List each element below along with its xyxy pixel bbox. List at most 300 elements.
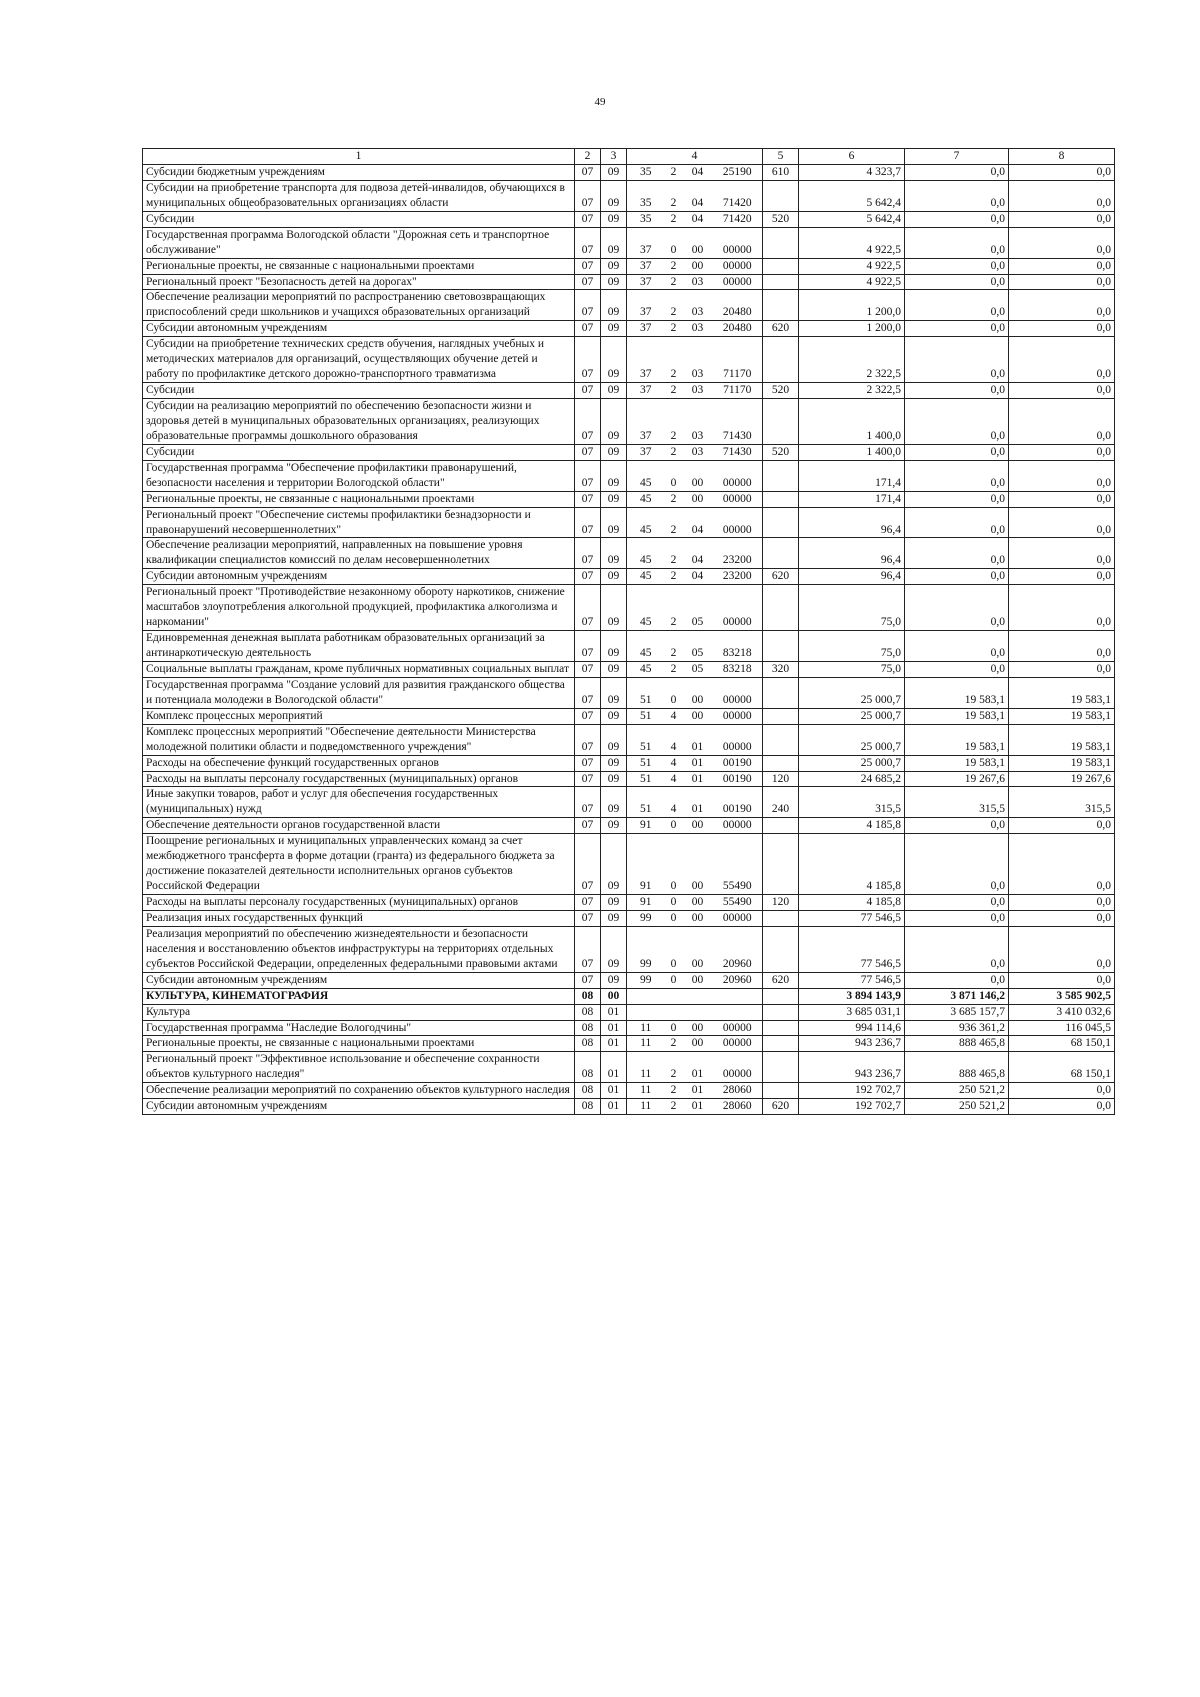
- row-subsection: 09: [601, 383, 627, 399]
- row-amount-col6: 77 546,5: [799, 910, 905, 926]
- row-target-code-2: 2: [665, 290, 683, 321]
- row-target-code-4: 00000: [713, 491, 763, 507]
- row-amount-col6: 24 685,2: [799, 771, 905, 787]
- row-expense-type: [763, 1020, 799, 1036]
- table-row: [143, 972, 1115, 988]
- row-amount-col6: 2 322,5: [799, 383, 905, 399]
- row-name: Государственная программа "Наследие Вологодчины": [143, 1020, 575, 1036]
- table-row: [143, 290, 1115, 321]
- row-amount-col7: 0,0: [905, 895, 1009, 911]
- row-name: Региональные проекты, не связанные с национальными проектами: [143, 258, 575, 274]
- row-name: Субсидии на приобретение технических средств обучения, наглядных учебных и методических материалов для организаций, осуществляющих обучение детей и работу по профилактике детского дорожно-транспортного травматизма: [143, 337, 575, 383]
- row-amount-col8: 0,0: [1009, 972, 1115, 988]
- row-section: 07: [575, 321, 601, 337]
- row-target-code-1: 51: [627, 755, 665, 771]
- row-amount-col8: 0,0: [1009, 1083, 1115, 1099]
- row-name: Обеспечение деятельности органов государственной власти: [143, 818, 575, 834]
- row-target-code-2: 0: [665, 460, 683, 491]
- row-amount-col8: 0,0: [1009, 211, 1115, 227]
- row-amount-col8: 0,0: [1009, 507, 1115, 538]
- row-expense-type: [763, 988, 799, 1004]
- row-subsection: 09: [601, 180, 627, 211]
- row-expense-type: [763, 538, 799, 569]
- row-target-code-1: 91: [627, 895, 665, 911]
- row-expense-type: [763, 724, 799, 755]
- row-section: 07: [575, 538, 601, 569]
- row-target-code-1: 51: [627, 771, 665, 787]
- row-amount-col6: 25 000,7: [799, 708, 905, 724]
- row-name: Иные закупки товаров, работ и услуг для обеспечения государственных (муниципальных) нужд: [143, 787, 575, 818]
- table-row: [143, 677, 1115, 708]
- table-body: [143, 164, 1115, 1114]
- row-name: Субсидии: [143, 383, 575, 399]
- row-subsection: 01: [601, 1083, 627, 1099]
- row-amount-col7: 19 583,1: [905, 677, 1009, 708]
- table-row: [143, 321, 1115, 337]
- row-target-code-2: [665, 1004, 683, 1020]
- row-target-code-1: 11: [627, 1099, 665, 1115]
- row-expense-type: [763, 585, 799, 631]
- row-name: Субсидии на приобретение транспорта для подвоза детей-инвалидов, обучающихся в муниципальных общеобразовательных организациях области: [143, 180, 575, 211]
- row-amount-col6: 4 323,7: [799, 164, 905, 180]
- row-subsection: 09: [601, 926, 627, 972]
- row-amount-col8: 0,0: [1009, 321, 1115, 337]
- row-expense-type: 610: [763, 164, 799, 180]
- row-target-code-1: 45: [627, 507, 665, 538]
- row-target-code-1: [627, 988, 665, 1004]
- row-amount-col7: 0,0: [905, 818, 1009, 834]
- row-target-code-2: 2: [665, 661, 683, 677]
- row-target-code-2: 2: [665, 180, 683, 211]
- table-row: [143, 1036, 1115, 1052]
- table-row: [143, 507, 1115, 538]
- row-name: Культура: [143, 1004, 575, 1020]
- row-target-code-2: 2: [665, 383, 683, 399]
- row-amount-col6: 1 200,0: [799, 290, 905, 321]
- row-expense-type: [763, 337, 799, 383]
- row-amount-col6: 96,4: [799, 569, 905, 585]
- row-section: 07: [575, 755, 601, 771]
- row-target-code-2: 2: [665, 164, 683, 180]
- row-target-code-3: [683, 1004, 713, 1020]
- row-target-code-2: 2: [665, 274, 683, 290]
- table-row: [143, 1052, 1115, 1083]
- row-target-code-2: 0: [665, 910, 683, 926]
- row-target-code-2: 0: [665, 895, 683, 911]
- row-target-code-1: 37: [627, 444, 665, 460]
- row-amount-col8: 0,0: [1009, 399, 1115, 445]
- row-target-code-3: 00: [683, 1020, 713, 1036]
- row-subsection: 09: [601, 444, 627, 460]
- row-expense-type: [763, 491, 799, 507]
- header-col-7: 7: [905, 149, 1009, 165]
- row-target-code-2: 2: [665, 1099, 683, 1115]
- row-amount-col8: 0,0: [1009, 585, 1115, 631]
- row-target-code-2: 4: [665, 708, 683, 724]
- table-row: [143, 538, 1115, 569]
- row-amount-col8: 0,0: [1009, 834, 1115, 895]
- row-amount-col7: 0,0: [905, 227, 1009, 258]
- row-target-code-1: 11: [627, 1052, 665, 1083]
- row-target-code-1: 45: [627, 491, 665, 507]
- row-name: Социальные выплаты гражданам, кроме публичных нормативных социальных выплат: [143, 661, 575, 677]
- table-row: [143, 180, 1115, 211]
- row-target-code-3: 00: [683, 258, 713, 274]
- row-section: 07: [575, 787, 601, 818]
- row-target-code-2: 2: [665, 538, 683, 569]
- table-row: [143, 755, 1115, 771]
- row-expense-type: 320: [763, 661, 799, 677]
- row-target-code-4: 20480: [713, 321, 763, 337]
- row-target-code-2: 0: [665, 926, 683, 972]
- row-target-code-4: 00000: [713, 724, 763, 755]
- row-amount-col7: 0,0: [905, 491, 1009, 507]
- row-name: Субсидии автономным учреждениям: [143, 569, 575, 585]
- row-target-code-1: 35: [627, 180, 665, 211]
- row-amount-col7: 0,0: [905, 538, 1009, 569]
- row-amount-col7: 0,0: [905, 460, 1009, 491]
- row-expense-type: [763, 290, 799, 321]
- table-row: [143, 988, 1115, 1004]
- row-name: Комплекс процессных мероприятий: [143, 708, 575, 724]
- row-target-code-3: 05: [683, 585, 713, 631]
- row-target-code-4: 23200: [713, 569, 763, 585]
- row-target-code-4: 00190: [713, 771, 763, 787]
- row-target-code-3: 00: [683, 818, 713, 834]
- row-expense-type: [763, 274, 799, 290]
- row-amount-col6: 96,4: [799, 538, 905, 569]
- row-target-code-4: 00000: [713, 1036, 763, 1052]
- row-subsection: 09: [601, 585, 627, 631]
- row-target-code-2: 2: [665, 1036, 683, 1052]
- row-expense-type: [763, 1083, 799, 1099]
- row-expense-type: [763, 755, 799, 771]
- row-amount-col8: 0,0: [1009, 569, 1115, 585]
- row-subsection: 09: [601, 972, 627, 988]
- row-amount-col8: 0,0: [1009, 460, 1115, 491]
- row-amount-col6: 75,0: [799, 661, 905, 677]
- row-subsection: 09: [601, 724, 627, 755]
- row-subsection: 01: [601, 1036, 627, 1052]
- row-target-code-3: 04: [683, 164, 713, 180]
- row-amount-col6: 4 922,5: [799, 258, 905, 274]
- row-target-code-4: 00000: [713, 585, 763, 631]
- row-expense-type: 620: [763, 972, 799, 988]
- row-section: 07: [575, 910, 601, 926]
- row-target-code-1: 99: [627, 910, 665, 926]
- row-target-code-2: 0: [665, 834, 683, 895]
- table-row: [143, 211, 1115, 227]
- row-name: Субсидии автономным учреждениям: [143, 321, 575, 337]
- row-target-code-2: 2: [665, 444, 683, 460]
- row-target-code-4: 00190: [713, 755, 763, 771]
- row-subsection: 09: [601, 569, 627, 585]
- row-target-code-4: [713, 1004, 763, 1020]
- row-amount-col7: 0,0: [905, 211, 1009, 227]
- header-col-8: 8: [1009, 149, 1115, 165]
- row-section: 07: [575, 491, 601, 507]
- row-amount-col6: 96,4: [799, 507, 905, 538]
- row-amount-col6: 192 702,7: [799, 1083, 905, 1099]
- row-target-code-3: 00: [683, 1036, 713, 1052]
- row-amount-col8: 0,0: [1009, 274, 1115, 290]
- row-target-code-2: 2: [665, 569, 683, 585]
- row-section: 07: [575, 460, 601, 491]
- row-amount-col7: 0,0: [905, 631, 1009, 662]
- row-subsection: 09: [601, 755, 627, 771]
- page-number: 49: [594, 96, 606, 108]
- row-target-code-4: 00000: [713, 227, 763, 258]
- table-row: [143, 460, 1115, 491]
- row-amount-col7: 936 361,2: [905, 1020, 1009, 1036]
- row-target-code-2: 4: [665, 787, 683, 818]
- table-row: [143, 787, 1115, 818]
- row-amount-col7: 888 465,8: [905, 1052, 1009, 1083]
- row-subsection: 00: [601, 988, 627, 1004]
- row-expense-type: [763, 677, 799, 708]
- row-expense-type: [763, 834, 799, 895]
- row-name: Субсидии: [143, 444, 575, 460]
- row-target-code-2: 2: [665, 399, 683, 445]
- row-amount-col7: 3 871 146,2: [905, 988, 1009, 1004]
- header-col-1: 1: [143, 149, 575, 165]
- row-target-code-4: 00000: [713, 507, 763, 538]
- row-target-code-1: 51: [627, 708, 665, 724]
- row-amount-col7: 3 685 157,7: [905, 1004, 1009, 1020]
- row-target-code-4: 00000: [713, 910, 763, 926]
- row-target-code-1: 45: [627, 460, 665, 491]
- row-name: Поощрение региональных и муниципальных управленческих команд за счет межбюджетного трансферта в форме дотации (гранта) из федерального бюджета за достижение показателей деятельности исполнительных органов субъектов Российской Федерации: [143, 834, 575, 895]
- row-expense-type: 620: [763, 1099, 799, 1115]
- row-target-code-1: 91: [627, 818, 665, 834]
- table-row: [143, 1004, 1115, 1020]
- row-section: 07: [575, 926, 601, 972]
- row-expense-type: 120: [763, 771, 799, 787]
- row-amount-col7: 0,0: [905, 274, 1009, 290]
- row-name: Субсидии на реализацию мероприятий по обеспечению безопасности жизни и здоровья детей в муниципальных образовательных организациях, реализующих образовательные программы дошкольного образования: [143, 399, 575, 445]
- row-amount-col7: 19 583,1: [905, 724, 1009, 755]
- row-target-code-1: 37: [627, 258, 665, 274]
- row-expense-type: [763, 1004, 799, 1020]
- row-target-code-4: 20960: [713, 926, 763, 972]
- table-row: [143, 569, 1115, 585]
- row-section: 07: [575, 771, 601, 787]
- row-name: Региональный проект "Противодействие незаконному обороту наркотиков, снижение масштабов злоупотребления алкогольной продукцией, профилактика алкоголизма и наркомании": [143, 585, 575, 631]
- row-amount-col7: 0,0: [905, 834, 1009, 895]
- row-target-code-3: 03: [683, 321, 713, 337]
- row-expense-type: [763, 258, 799, 274]
- row-subsection: 09: [601, 771, 627, 787]
- row-target-code-1: 35: [627, 164, 665, 180]
- table-header-row: [143, 149, 1115, 165]
- row-target-code-1: 45: [627, 585, 665, 631]
- table-row: [143, 818, 1115, 834]
- row-target-code-1: 37: [627, 227, 665, 258]
- row-subsection: 01: [601, 1099, 627, 1115]
- row-name: Региональный проект "Обеспечение системы профилактики безнадзорности и правонарушений несовершеннолетних": [143, 507, 575, 538]
- row-subsection: 09: [601, 337, 627, 383]
- row-name: Обеспечение реализации мероприятий, направленных на повышение уровня квалификации специалистов комиссий по делам несовершеннолетних: [143, 538, 575, 569]
- row-name: Единовременная денежная выплата работникам образовательных организаций за антинаркотическую деятельность: [143, 631, 575, 662]
- row-amount-col7: 0,0: [905, 910, 1009, 926]
- row-name: Субсидии автономным учреждениям: [143, 1099, 575, 1115]
- row-name: Реализация мероприятий по обеспечению жизнедеятельности и безопасности населения и восстановлению объектов инфраструктуры на территориях отдельных субъектов Российской Федерации, определенных федеральными правовыми актами: [143, 926, 575, 972]
- row-subsection: 01: [601, 1052, 627, 1083]
- row-amount-col6: 1 200,0: [799, 321, 905, 337]
- table-row: [143, 1099, 1115, 1115]
- row-amount-col6: 25 000,7: [799, 724, 905, 755]
- row-amount-col7: 0,0: [905, 661, 1009, 677]
- row-subsection: 09: [601, 399, 627, 445]
- row-amount-col6: 943 236,7: [799, 1052, 905, 1083]
- row-subsection: 09: [601, 834, 627, 895]
- row-name: Комплекс процессных мероприятий "Обеспечение деятельности Министерства молодежной политики области и подведомственного учреждения": [143, 724, 575, 755]
- row-amount-col6: 4 185,8: [799, 895, 905, 911]
- row-amount-col8: 0,0: [1009, 337, 1115, 383]
- header-col-6: 6: [799, 149, 905, 165]
- row-target-code-2: 2: [665, 321, 683, 337]
- row-target-code-1: 11: [627, 1020, 665, 1036]
- row-target-code-3: [683, 988, 713, 1004]
- table-row: [143, 337, 1115, 383]
- row-amount-col8: 0,0: [1009, 491, 1115, 507]
- row-target-code-4: 00000: [713, 460, 763, 491]
- row-subsection: 09: [601, 258, 627, 274]
- row-target-code-3: 03: [683, 274, 713, 290]
- row-section: 07: [575, 383, 601, 399]
- row-target-code-1: 37: [627, 383, 665, 399]
- row-amount-col7: 0,0: [905, 258, 1009, 274]
- row-target-code-2: 0: [665, 227, 683, 258]
- row-subsection: 09: [601, 895, 627, 911]
- row-target-code-3: 00: [683, 895, 713, 911]
- row-target-code-3: 00: [683, 677, 713, 708]
- row-section: 07: [575, 274, 601, 290]
- row-target-code-3: 01: [683, 771, 713, 787]
- row-section: 08: [575, 1004, 601, 1020]
- row-expense-type: [763, 631, 799, 662]
- row-section: 07: [575, 258, 601, 274]
- row-amount-col6: 4 185,8: [799, 818, 905, 834]
- row-expense-type: [763, 818, 799, 834]
- row-target-code-2: 0: [665, 1020, 683, 1036]
- table-row: [143, 910, 1115, 926]
- row-amount-col8: 0,0: [1009, 290, 1115, 321]
- table-row: [143, 895, 1115, 911]
- row-amount-col7: 315,5: [905, 787, 1009, 818]
- row-name: КУЛЬТУРА, КИНЕМАТОГРАФИЯ: [143, 988, 575, 1004]
- row-subsection: 09: [601, 787, 627, 818]
- row-section: 07: [575, 507, 601, 538]
- row-amount-col8: 68 150,1: [1009, 1036, 1115, 1052]
- row-expense-type: 620: [763, 569, 799, 585]
- row-expense-type: 620: [763, 321, 799, 337]
- row-section: 07: [575, 337, 601, 383]
- row-target-code-2: 0: [665, 818, 683, 834]
- row-amount-col7: 0,0: [905, 290, 1009, 321]
- row-target-code-3: 00: [683, 227, 713, 258]
- row-amount-col6: 25 000,7: [799, 755, 905, 771]
- row-amount-col7: 888 465,8: [905, 1036, 1009, 1052]
- row-amount-col6: 171,4: [799, 460, 905, 491]
- row-target-code-1: 99: [627, 926, 665, 972]
- table-row: [143, 834, 1115, 895]
- row-amount-col6: 2 322,5: [799, 337, 905, 383]
- row-target-code-3: 03: [683, 290, 713, 321]
- row-target-code-4: 00000: [713, 1052, 763, 1083]
- row-expense-type: [763, 910, 799, 926]
- row-subsection: 09: [601, 227, 627, 258]
- row-section: 08: [575, 988, 601, 1004]
- row-amount-col6: 192 702,7: [799, 1099, 905, 1115]
- row-amount-col8: 0,0: [1009, 926, 1115, 972]
- row-target-code-3: 01: [683, 755, 713, 771]
- row-target-code-1: 37: [627, 321, 665, 337]
- table-row: [143, 771, 1115, 787]
- row-target-code-2: 0: [665, 972, 683, 988]
- row-subsection: 01: [601, 1020, 627, 1036]
- row-subsection: 09: [601, 708, 627, 724]
- row-subsection: 09: [601, 677, 627, 708]
- row-name: Государственная программа "Создание условий для развития гражданского общества и потенциала молодежи в Вологодской области": [143, 677, 575, 708]
- row-target-code-2: 4: [665, 724, 683, 755]
- table-row: [143, 631, 1115, 662]
- row-amount-col8: 0,0: [1009, 910, 1115, 926]
- row-section: 07: [575, 399, 601, 445]
- header-col-2: 2: [575, 149, 601, 165]
- row-target-code-3: 04: [683, 180, 713, 211]
- row-amount-col8: 0,0: [1009, 1099, 1115, 1115]
- row-target-code-3: 01: [683, 787, 713, 818]
- row-amount-col7: 0,0: [905, 569, 1009, 585]
- row-amount-col6: 4 185,8: [799, 834, 905, 895]
- row-section: 07: [575, 834, 601, 895]
- table-row: [143, 708, 1115, 724]
- row-target-code-3: 04: [683, 569, 713, 585]
- row-amount-col6: 75,0: [799, 631, 905, 662]
- row-section: 07: [575, 708, 601, 724]
- row-subsection: 09: [601, 491, 627, 507]
- row-target-code-2: 2: [665, 585, 683, 631]
- row-amount-col6: 3 894 143,9: [799, 988, 905, 1004]
- row-amount-col7: 19 583,1: [905, 708, 1009, 724]
- row-target-code-1: 51: [627, 677, 665, 708]
- row-amount-col8: 19 583,1: [1009, 755, 1115, 771]
- row-name: Расходы на выплаты персоналу государственных (муниципальных) органов: [143, 895, 575, 911]
- row-section: 07: [575, 724, 601, 755]
- row-target-code-3: 00: [683, 910, 713, 926]
- row-section: 07: [575, 227, 601, 258]
- row-target-code-2: 2: [665, 491, 683, 507]
- row-target-code-2: 2: [665, 258, 683, 274]
- row-expense-type: [763, 227, 799, 258]
- row-amount-col7: 0,0: [905, 180, 1009, 211]
- row-name: Реализация иных государственных функций: [143, 910, 575, 926]
- row-name: Региональные проекты, не связанные с национальными проектами: [143, 1036, 575, 1052]
- row-subsection: 09: [601, 631, 627, 662]
- row-amount-col6: 4 922,5: [799, 274, 905, 290]
- row-target-code-4: 71170: [713, 337, 763, 383]
- row-amount-col8: 3 410 032,6: [1009, 1004, 1115, 1020]
- row-amount-col6: 77 546,5: [799, 972, 905, 988]
- row-amount-col6: 4 922,5: [799, 227, 905, 258]
- row-subsection: 09: [601, 818, 627, 834]
- row-target-code-4: 83218: [713, 661, 763, 677]
- row-target-code-3: 00: [683, 972, 713, 988]
- row-target-code-1: 37: [627, 290, 665, 321]
- table-row: [143, 1083, 1115, 1099]
- row-amount-col8: 19 583,1: [1009, 677, 1115, 708]
